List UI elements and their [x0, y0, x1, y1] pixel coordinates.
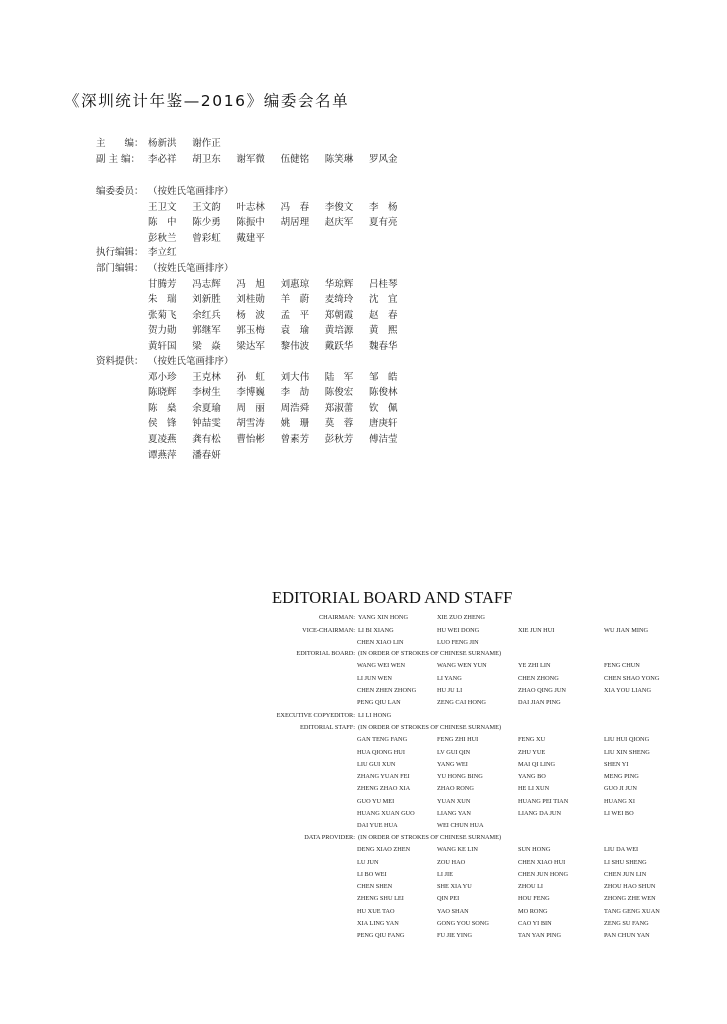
cn-name: 钦 佩: [369, 402, 398, 414]
en-name: GONG YOU SONG: [437, 919, 489, 927]
cn-name: 张菊飞: [148, 309, 177, 321]
en-name: DAI JIAN PING: [518, 699, 561, 707]
cn-name: 邓小珍: [148, 371, 177, 383]
en-group-label: EDITORIAL STAFF:: [300, 724, 355, 731]
cn-name: 余夏瑜: [192, 402, 221, 414]
cn-name: 王文韵: [192, 201, 221, 213]
cn-name: 吕桂琴: [369, 278, 398, 290]
cn-name: 李 劼: [280, 387, 310, 399]
cn-name: 戴建平: [236, 232, 265, 244]
en-name: WU JIAN MING: [604, 627, 649, 634]
en-name: CHEN JUN HONG: [518, 870, 569, 878]
cn-name: 彭秋芳: [324, 434, 354, 445]
en-group-label: VICE-CHAIRMAN:: [302, 627, 355, 634]
cn-name: 杨新洪: [148, 138, 177, 149]
cn-name: 傅洁莹: [369, 434, 398, 445]
en-name: FU JIE YING: [437, 932, 473, 940]
en-name: QIN PEI: [437, 895, 460, 903]
en-name: DAI YUE HUA: [357, 822, 398, 830]
cn-name: 郭玉梅: [236, 325, 265, 337]
cn-name: 陈笑琳: [324, 154, 354, 165]
en-name: CHEN XIAO HUI: [518, 858, 566, 866]
english-heading: EDITORIAL BOARD AND STAFF: [272, 588, 513, 607]
en-name: LI YANG: [437, 674, 462, 682]
en-name: LUO FENG JIN: [437, 639, 479, 647]
en-name: XIE ZUO ZHENG: [437, 614, 485, 621]
cn-sort-note: （按姓氏笔画排序）: [148, 356, 234, 367]
en-name: LV GUI QIN: [437, 748, 471, 756]
cn-name: 郑淑蕾: [324, 402, 354, 414]
en-name: HOU FENG: [518, 895, 550, 903]
en-name: CAO YI BIN: [518, 919, 552, 927]
en-name: SUN HONG: [518, 846, 551, 854]
en-name: YANG WEI: [437, 760, 468, 768]
cn-name: 潘春妍: [192, 449, 221, 461]
en-name: ZHONG ZHE WEN: [604, 895, 656, 903]
en-name: WANG WEN YUN: [437, 662, 487, 670]
cn-name: 钟喆雯: [192, 418, 221, 430]
cn-name: 夏凌燕: [148, 434, 177, 445]
cn-name: 莫 蓉: [324, 418, 354, 430]
cn-name: 李博巍: [236, 387, 265, 399]
cn-name: 刘桂勋: [236, 294, 265, 306]
en-name: PENG QIU FANG: [357, 932, 405, 940]
en-name: ZENG SU FANG: [604, 919, 649, 927]
en-group-label: CHAIRMAN:: [318, 614, 355, 621]
en-name: SHEN YI: [604, 760, 629, 768]
cn-name: 胡卫东: [192, 154, 221, 165]
cn-name: 刘新胜: [192, 294, 221, 306]
cn-name: 曹怡彬: [236, 434, 265, 445]
cn-name: 陈俊宏: [324, 387, 354, 399]
cn-name: 麦绮玲: [324, 294, 354, 306]
en-name: HU XUE TAO: [357, 907, 395, 915]
en-name: LIU XIN SHENG: [604, 748, 650, 756]
en-name: ZHENG SHU LEI: [357, 895, 404, 903]
cn-name: 沈 宜: [369, 294, 398, 306]
cn-sort-note: （按姓氏笔画排序）: [148, 263, 234, 274]
cn-name: 谢作正: [192, 138, 221, 149]
en-name: XIA LING YAN: [357, 919, 399, 927]
cn-name: 梁 焱: [192, 341, 221, 352]
cn-name: 陈晓辉: [148, 387, 177, 399]
cn-name: 陈振中: [236, 217, 265, 229]
en-name: YAO SHAN: [437, 907, 469, 915]
en-name: TAN YAN PING: [518, 932, 561, 940]
cn-name: 胡居理: [280, 217, 310, 229]
cn-name: 唐庚轩: [369, 418, 398, 430]
cn-name: 冯 旭: [236, 278, 265, 290]
cn-name: 孟 平: [280, 309, 310, 321]
cn-name: 谭燕萍: [148, 449, 177, 461]
en-name: FENG XU: [518, 736, 546, 744]
en-name: CHEN SHEN: [357, 883, 393, 891]
en-name: LIU HUI QIONG: [604, 736, 650, 744]
en-name: HUANG XI: [604, 797, 635, 805]
en-name: WANG KE LIN: [437, 846, 478, 854]
en-name: FENG CHUN: [604, 662, 640, 670]
cn-name: 王卫文: [148, 201, 177, 213]
en-name: WANG WEI WEN: [357, 662, 406, 670]
cn-name: 罗风金: [369, 154, 398, 165]
cn-name: 曾彩虹: [192, 232, 221, 244]
cn-name: 叶志林: [236, 201, 265, 213]
en-name: ZHENG ZHAO XIA: [357, 785, 411, 793]
cn-name: 彭秋兰: [148, 232, 177, 244]
en-sort-note: (IN ORDER OF STROKES OF CHINESE SURNAME): [358, 834, 502, 841]
en-name: YANG BO: [518, 773, 546, 781]
en-group-label: EDITORIAL BOARD:: [296, 650, 355, 657]
en-name: HU WEI DONG: [437, 627, 480, 634]
en-name: ZHU YUE: [518, 748, 546, 756]
cn-name: 李俊文: [324, 201, 354, 213]
en-name: ZENG CAI HONG: [437, 699, 486, 707]
en-name: YUAN XUN: [437, 797, 471, 805]
cn-name: 黄培源: [324, 325, 354, 337]
cn-group-label: 副 主 编：: [96, 154, 141, 165]
en-name: CHEN SHAO YONG: [604, 674, 660, 682]
cn-name: 龚有松: [192, 434, 221, 445]
en-name: ZHAO RONG: [437, 785, 474, 793]
en-name: HUANG PEI TIAN: [518, 797, 569, 805]
cn-name: 冯 春: [280, 201, 310, 213]
cn-name: 王克林: [192, 371, 221, 383]
en-name: HUANG XUAN GUO: [357, 809, 415, 817]
en-name: HE LI XUN: [518, 785, 550, 793]
en-name: LI JIE: [437, 870, 453, 878]
en-name: LIANG DA JUN: [518, 809, 562, 817]
en-name: LIANG YAN: [437, 809, 471, 817]
cn-name: 孙 虹: [236, 371, 265, 383]
en-name: LIU DA WEI: [604, 846, 639, 854]
en-name: ZHOU HAO SHUN: [604, 883, 656, 891]
cn-name: 戴跃华: [324, 341, 354, 352]
en-name: FENG ZHI HUI: [437, 736, 479, 744]
en-name: XIE JUN HUI: [518, 627, 555, 634]
cn-name: 周浩舜: [280, 402, 310, 414]
en-name: PAN CHUN YAN: [604, 932, 650, 940]
en-name: CHEN ZHEN ZHONG: [357, 686, 417, 694]
cn-name: 朱 瑞: [148, 294, 177, 306]
en-name: LI WEI BO: [604, 809, 634, 817]
en-name: MO RONG: [518, 907, 548, 915]
page-title: 《深圳统计年鉴—2016》编委会名单: [64, 92, 350, 110]
cn-name: 李立红: [148, 247, 177, 258]
en-group-label: DATA PROVIDER:: [304, 834, 355, 841]
en-name: DENG XIAO ZHEN: [357, 846, 411, 854]
en-name: CHEN JUN LIN: [604, 870, 647, 878]
cn-name: 曾素芳: [280, 434, 310, 445]
cn-name: 李必祥: [148, 154, 177, 165]
cn-group-label: 编委委员：: [96, 186, 144, 197]
en-name: YANG XIN HONG: [358, 614, 409, 621]
cn-name: 伍健铭: [280, 154, 310, 165]
en-name: SHE XIA YU: [437, 883, 472, 891]
cn-group-label: 执行编辑：: [96, 247, 144, 258]
cn-name: 黄 熙: [369, 325, 398, 337]
en-name: MENG PING: [604, 773, 639, 781]
en-sort-note: (IN ORDER OF STROKES OF CHINESE SURNAME): [358, 724, 502, 731]
cn-name: 梁达军: [236, 341, 265, 352]
cn-name: 黄轩国: [148, 341, 177, 352]
en-name: ZHAO QING JUN: [518, 686, 566, 694]
cn-name: 羊 蔚: [280, 294, 310, 306]
en-name: GUO JI JUN: [604, 785, 637, 793]
en-name: LI BI XIANG: [358, 627, 394, 634]
en-sort-note: (IN ORDER OF STROKES OF CHINESE SURNAME): [358, 650, 502, 657]
en-name: PENG QIU LAN: [357, 699, 401, 707]
cn-name: 姚 珊: [280, 418, 310, 430]
cn-name: 陈少勇: [192, 217, 221, 229]
cn-name: 贺力勋: [148, 325, 177, 337]
en-name: WEI CHUN HUA: [437, 822, 484, 830]
en-name: LI SHU SHENG: [604, 858, 647, 866]
cn-name: 黎伟波: [280, 341, 310, 352]
cn-name: 冯志辉: [192, 278, 221, 290]
en-name: LI LI HONG: [358, 712, 392, 719]
cn-name: 陈 中: [148, 217, 177, 229]
en-name: GUO YU MEI: [357, 797, 395, 805]
cn-sort-note: （按姓氏笔画排序）: [148, 186, 234, 197]
cn-name: 谢军微: [236, 154, 265, 165]
en-name: ZOU HAO: [437, 858, 466, 866]
cn-name: 陈俊林: [369, 387, 398, 399]
cn-name: 赵 春: [369, 309, 398, 321]
en-name: HUA QIONG HUI: [357, 748, 405, 756]
cn-group-label: 资料提供：: [96, 356, 144, 367]
cn-name: 赵庆军: [324, 217, 354, 229]
cn-name: 周 丽: [236, 402, 265, 414]
en-name: YE ZHI LIN: [518, 662, 551, 670]
en-name: MAI QI LING: [518, 760, 556, 768]
cn-name: 甘腾芳: [148, 278, 177, 290]
en-name: CHEN XIAO LIN: [357, 639, 404, 647]
en-name: LU JUN: [357, 858, 379, 866]
cn-name: 陈 燊: [148, 402, 177, 414]
cn-name: 侯 锋: [148, 418, 177, 430]
cn-group-label: 主 编：: [96, 138, 144, 149]
en-name: CHEN ZHONG: [518, 674, 559, 682]
cn-name: 夏有亮: [369, 217, 398, 229]
cn-name: 华琼辉: [324, 278, 354, 290]
cn-name: 邹 皓: [369, 371, 398, 383]
cn-name: 李树生: [192, 387, 221, 399]
cn-name: 李 杨: [369, 201, 398, 213]
cn-name: 刘惠琼: [280, 278, 310, 290]
cn-name: 郭继军: [192, 325, 221, 337]
en-name: HU JU LI: [437, 686, 463, 694]
en-name: YU HONG BING: [437, 773, 483, 781]
en-name: TANG GENG XUAN: [604, 907, 660, 915]
cn-name: 郑朝霞: [324, 309, 354, 321]
en-group-label: EXECUTIVE COPYEDITOR:: [276, 712, 355, 719]
en-name: XIA YOU LIANG: [604, 686, 651, 694]
en-name: LI JUN WEN: [357, 674, 392, 682]
en-name: LI BO WEI: [357, 870, 387, 878]
cn-name: 杨 波: [236, 309, 265, 321]
en-name: ZHOU LI: [518, 883, 544, 891]
cn-name: 袁 瑜: [280, 325, 310, 337]
cn-name: 胡雪涛: [236, 418, 265, 430]
cn-name: 刘大伟: [280, 371, 310, 383]
cn-name: 余红兵: [192, 309, 221, 321]
en-name: ZHANG YUAN FEI: [357, 773, 410, 781]
cn-name: 陆 军: [324, 371, 354, 383]
en-name: GAN TENG FANG: [357, 736, 408, 744]
cn-group-label: 部门编辑：: [96, 263, 144, 274]
en-name: LIU GUI XUN: [357, 760, 396, 768]
cn-name: 魏春华: [369, 341, 398, 352]
